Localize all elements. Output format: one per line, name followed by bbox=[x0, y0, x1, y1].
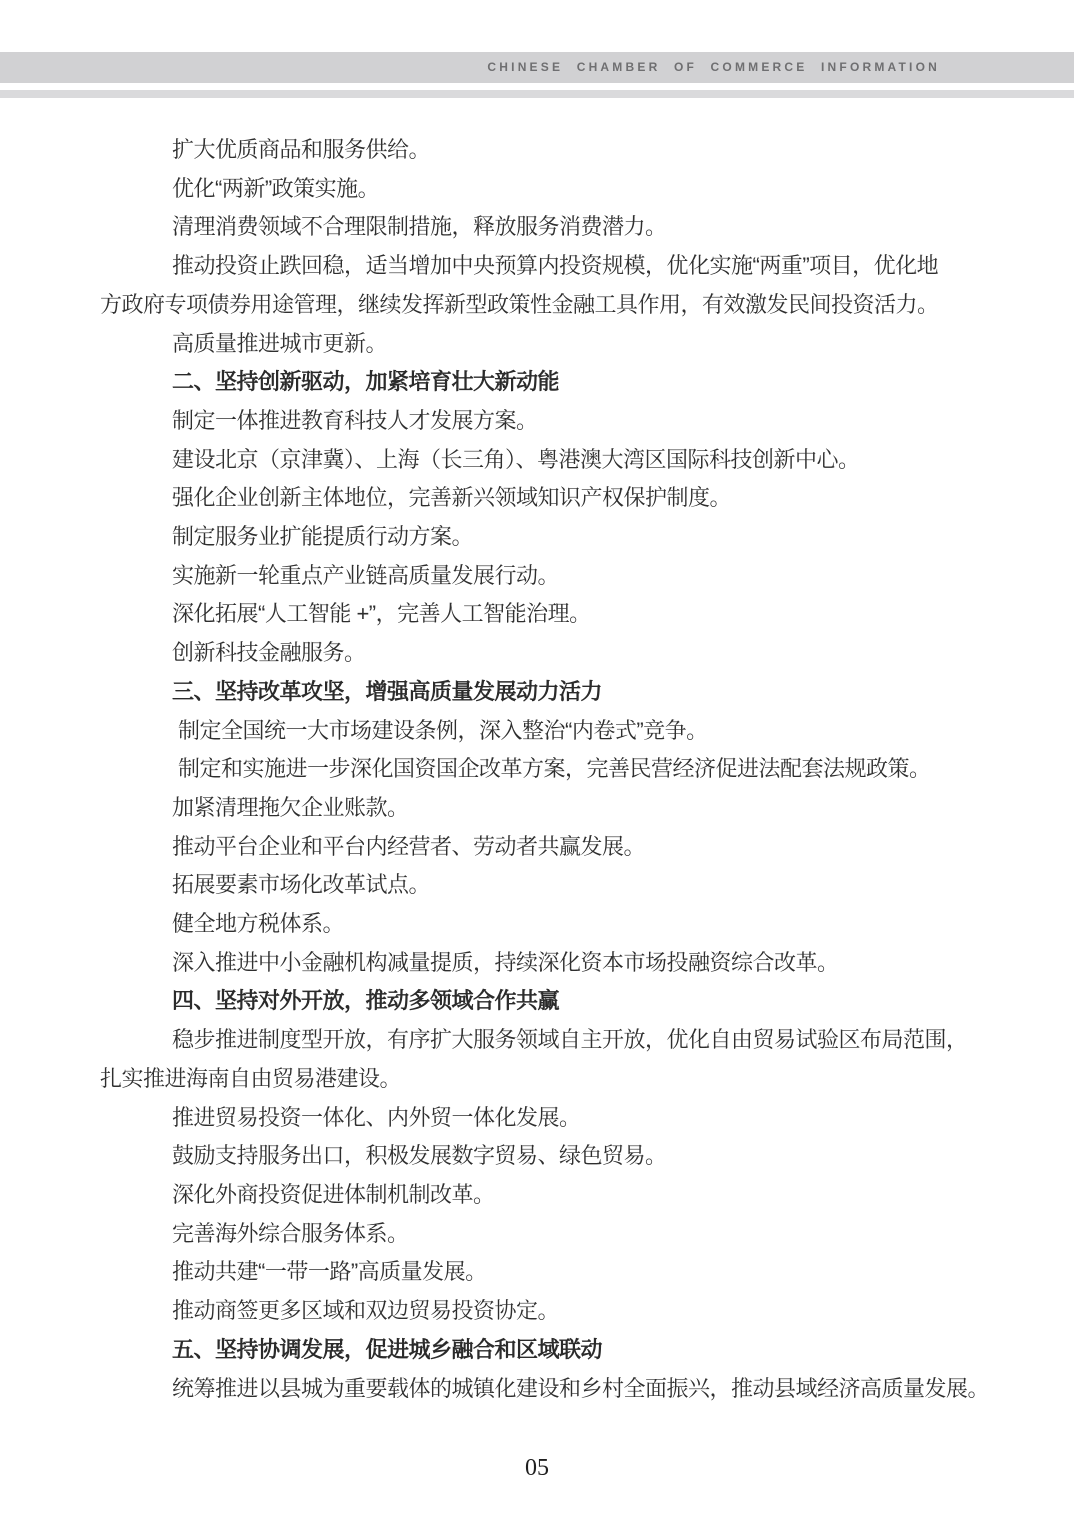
body-line: 拓展要素市场化改革试点。 bbox=[172, 872, 431, 898]
body-line: 扩大优质商品和服务供给。 bbox=[172, 137, 431, 162]
section-heading: 二、坚持创新驱动，加紧培育壮大新动能 bbox=[172, 369, 560, 395]
body-line: 推动平台企业和平台内经营者、劳动者共赢发展。 bbox=[172, 833, 646, 859]
page-number: 05 bbox=[525, 1455, 549, 1481]
section-heading: 五、坚持协调发展，促进城乡融合和区域联动 bbox=[172, 1336, 603, 1362]
body-line: 高质量推进城市更新。 bbox=[172, 330, 388, 356]
body-line: 深化外商投资促进体制机制改革。 bbox=[172, 1181, 495, 1207]
header-banner-title: CHINESE CHAMBER OF COMMERCE INFORMATION bbox=[487, 60, 940, 74]
body-line: 统筹推进以县城为重要载体的城镇化建设和乡村全面振兴，推动县域经济高质量发展。 bbox=[172, 1375, 990, 1401]
body-line: 制定全国统一大市场建设条例，深入整治“内卷式”竞争。 bbox=[178, 717, 708, 743]
body-line: 制定一体推进教育科技人才发展方案。 bbox=[172, 407, 538, 433]
body-line: 推动商签更多区域和双边贸易投资协定。 bbox=[172, 1298, 560, 1324]
document-body bbox=[100, 131, 990, 1408]
body-line: 深入推进中小金融机构减量提质，持续深化资本市场投融资综合改革。 bbox=[172, 949, 839, 975]
body-line: 推动共建“一带一路”高质量发展。 bbox=[172, 1259, 487, 1285]
header-banner-divider bbox=[0, 90, 1074, 98]
body-line: 实施新一轮重点产业链高质量发展行动。 bbox=[172, 562, 560, 588]
section-heading: 三、坚持改革攻坚，增强高质量发展动力活力 bbox=[172, 678, 603, 704]
body-line: 推进贸易投资一体化、内外贸一体化发展。 bbox=[172, 1104, 581, 1130]
body-line: 建设北京（京津冀）、上海（长三角）、粤港澳大湾区国际科技创新中心。 bbox=[172, 446, 860, 472]
body-line: 扎实推进海南自由贸易港建设。 bbox=[100, 1065, 402, 1091]
header-banner-bar bbox=[0, 52, 1074, 83]
body-line: 深化拓展“人工智能 +”，完善人工智能治理。 bbox=[172, 601, 591, 627]
body-line: 加紧清理拖欠企业账款。 bbox=[172, 794, 409, 820]
body-line: 推动投资止跌回稳，适当增加中央预算内投资规模，优化实施“两重”项目，优化地 bbox=[172, 253, 939, 279]
body-line: 稳步推进制度型开放，有序扩大服务领域自主开放，优化自由贸易试验区布局范围， bbox=[172, 1027, 968, 1053]
section-heading: 四、坚持对外开放，推动多领域合作共赢 bbox=[172, 988, 560, 1014]
body-line: 完善海外综合服务体系。 bbox=[172, 1220, 409, 1246]
body-line: 清理消费领域不合理限制措施，释放服务消费潜力。 bbox=[172, 214, 667, 240]
body-line: 鼓励支持服务出口，积极发展数字贸易、绿色贸易。 bbox=[172, 1143, 667, 1169]
body-line: 优化“两新”政策实施。 bbox=[172, 175, 380, 201]
body-line: 健全地方税体系。 bbox=[172, 911, 345, 937]
body-line: 制定服务业扩能提质行动方案。 bbox=[172, 524, 474, 550]
body-line: 制定和实施进一步深化国资国企改革方案，完善民营经济促进法配套法规政策。 bbox=[178, 756, 931, 782]
body-line: 创新科技金融服务。 bbox=[172, 640, 366, 666]
body-line: 强化企业创新主体地位，完善新兴领域知识产权保护制度。 bbox=[172, 485, 732, 511]
body-line: 方政府专项债券用途管理，继续发挥新型政策性金融工具作用，有效激发民间投资活力。 bbox=[100, 291, 939, 317]
